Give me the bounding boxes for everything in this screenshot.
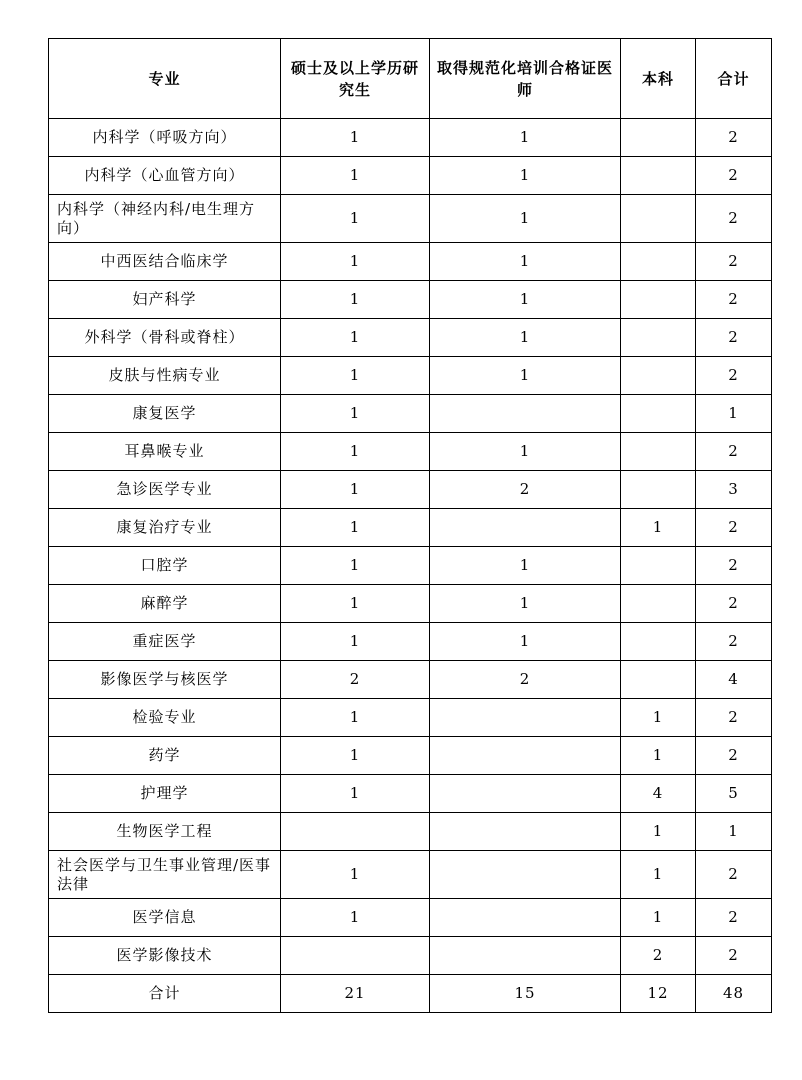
cell-total: 2 — [696, 319, 772, 357]
cell-cert — [430, 813, 621, 851]
cell-master: 1 — [281, 851, 430, 899]
cell-major: 重症医学 — [49, 623, 281, 661]
cell-total: 2 — [696, 433, 772, 471]
table-row — [49, 157, 772, 195]
cell-total: 4 — [696, 661, 772, 699]
cell-total: 2 — [696, 737, 772, 775]
cell-master — [281, 813, 430, 851]
cell-major: 康复医学 — [49, 395, 281, 433]
cell-cert: 1 — [430, 357, 621, 395]
table-row — [49, 433, 772, 471]
cell-master: 1 — [281, 119, 430, 157]
cell-cert — [430, 775, 621, 813]
cell-master: 1 — [281, 547, 430, 585]
cell-bachelor — [621, 585, 696, 623]
table-row — [49, 471, 772, 509]
cell-total: 5 — [696, 775, 772, 813]
total-row — [49, 975, 772, 1013]
cell-cert: 1 — [430, 433, 621, 471]
cell-bachelor: 1 — [621, 737, 696, 775]
cell-total: 2 — [696, 195, 772, 243]
cell-bachelor — [621, 547, 696, 585]
cell-major: 生物医学工程 — [49, 813, 281, 851]
cell-bachelor — [621, 433, 696, 471]
cell-bachelor — [621, 319, 696, 357]
table-row — [49, 195, 772, 243]
table-row — [49, 509, 772, 547]
header-major: 专业 — [49, 39, 281, 119]
cell-bachelor — [621, 357, 696, 395]
table-row — [49, 661, 772, 699]
total-cert: 15 — [430, 975, 621, 1013]
cell-cert: 1 — [430, 623, 621, 661]
cell-master: 1 — [281, 243, 430, 281]
cell-cert: 1 — [430, 243, 621, 281]
cell-total: 2 — [696, 585, 772, 623]
table-row — [49, 319, 772, 357]
cell-total: 1 — [696, 395, 772, 433]
cell-bachelor — [621, 395, 696, 433]
cell-bachelor — [621, 661, 696, 699]
cell-master: 1 — [281, 585, 430, 623]
cell-cert — [430, 395, 621, 433]
total-master: 21 — [281, 975, 430, 1013]
cell-bachelor: 4 — [621, 775, 696, 813]
cell-major: 内科学（呼吸方向） — [49, 119, 281, 157]
recruitment-table — [48, 38, 772, 1013]
cell-cert: 1 — [430, 157, 621, 195]
cell-bachelor: 2 — [621, 937, 696, 975]
cell-total: 2 — [696, 509, 772, 547]
cell-major: 康复治疗专业 — [49, 509, 281, 547]
cell-master — [281, 937, 430, 975]
table-row — [49, 585, 772, 623]
cell-bachelor — [621, 281, 696, 319]
cell-master: 1 — [281, 623, 430, 661]
table-row — [49, 851, 772, 899]
cell-total: 3 — [696, 471, 772, 509]
cell-total: 2 — [696, 937, 772, 975]
cell-master: 1 — [281, 157, 430, 195]
header-cert: 取得规范化培训合格证医师 — [430, 39, 621, 119]
cell-total: 2 — [696, 699, 772, 737]
cell-major: 医学影像技术 — [49, 937, 281, 975]
cell-cert — [430, 737, 621, 775]
header-master: 硕士及以上学历研究生 — [281, 39, 430, 119]
cell-master: 1 — [281, 737, 430, 775]
cell-major: 皮肤与性病专业 — [49, 357, 281, 395]
cell-bachelor — [621, 195, 696, 243]
cell-major: 检验专业 — [49, 699, 281, 737]
total-bachelor: 12 — [621, 975, 696, 1013]
cell-major: 外科学（骨科或脊柱） — [49, 319, 281, 357]
cell-total: 2 — [696, 243, 772, 281]
cell-cert: 1 — [430, 319, 621, 357]
header-total: 合计 — [696, 39, 772, 119]
cell-major: 内科学（心血管方向） — [49, 157, 281, 195]
table-row — [49, 395, 772, 433]
cell-master: 1 — [281, 899, 430, 937]
cell-major: 口腔学 — [49, 547, 281, 585]
cell-major: 内科学（神经内科/电生理方向） — [49, 195, 281, 243]
cell-bachelor: 1 — [621, 699, 696, 737]
cell-master: 1 — [281, 699, 430, 737]
cell-bachelor — [621, 119, 696, 157]
cell-major: 妇产科学 — [49, 281, 281, 319]
table-row — [49, 775, 772, 813]
cell-master: 1 — [281, 433, 430, 471]
cell-major: 影像医学与核医学 — [49, 661, 281, 699]
cell-master: 1 — [281, 471, 430, 509]
cell-bachelor: 1 — [621, 851, 696, 899]
cell-cert: 1 — [430, 585, 621, 623]
cell-bachelor — [621, 623, 696, 661]
cell-total: 2 — [696, 623, 772, 661]
table-row — [49, 357, 772, 395]
table-row — [49, 699, 772, 737]
cell-master: 1 — [281, 775, 430, 813]
cell-major: 医学信息 — [49, 899, 281, 937]
cell-master: 1 — [281, 357, 430, 395]
cell-master: 1 — [281, 319, 430, 357]
cell-cert: 1 — [430, 281, 621, 319]
cell-major: 社会医学与卫生事业管理/医事法律 — [49, 851, 281, 899]
cell-bachelor — [621, 157, 696, 195]
table-row — [49, 737, 772, 775]
cell-cert: 1 — [430, 547, 621, 585]
cell-total: 2 — [696, 357, 772, 395]
cell-bachelor: 1 — [621, 813, 696, 851]
table-row — [49, 281, 772, 319]
cell-cert — [430, 937, 621, 975]
cell-major: 药学 — [49, 737, 281, 775]
cell-total: 2 — [696, 547, 772, 585]
cell-major: 麻醉学 — [49, 585, 281, 623]
cell-cert: 2 — [430, 471, 621, 509]
cell-master: 1 — [281, 195, 430, 243]
cell-total: 2 — [696, 119, 772, 157]
table-row — [49, 813, 772, 851]
cell-bachelor: 1 — [621, 899, 696, 937]
cell-cert — [430, 851, 621, 899]
cell-master: 1 — [281, 395, 430, 433]
cell-cert: 2 — [430, 661, 621, 699]
cell-cert: 1 — [430, 119, 621, 157]
cell-cert: 1 — [430, 195, 621, 243]
cell-total: 2 — [696, 281, 772, 319]
cell-total: 2 — [696, 899, 772, 937]
cell-total: 2 — [696, 157, 772, 195]
cell-total: 2 — [696, 851, 772, 899]
table-row — [49, 119, 772, 157]
table-row — [49, 623, 772, 661]
cell-major: 中西医结合临床学 — [49, 243, 281, 281]
cell-cert — [430, 509, 621, 547]
cell-cert — [430, 899, 621, 937]
cell-major: 护理学 — [49, 775, 281, 813]
cell-master: 2 — [281, 661, 430, 699]
header-row — [49, 39, 772, 119]
table-row — [49, 243, 772, 281]
cell-major: 急诊医学专业 — [49, 471, 281, 509]
total-label: 合计 — [49, 975, 281, 1013]
cell-bachelor: 1 — [621, 509, 696, 547]
table-row — [49, 899, 772, 937]
cell-cert — [430, 699, 621, 737]
header-bachelor: 本科 — [621, 39, 696, 119]
cell-major: 耳鼻喉专业 — [49, 433, 281, 471]
cell-bachelor — [621, 471, 696, 509]
cell-master: 1 — [281, 281, 430, 319]
total-total: 48 — [696, 975, 772, 1013]
table-row — [49, 547, 772, 585]
cell-bachelor — [621, 243, 696, 281]
cell-total: 1 — [696, 813, 772, 851]
table-row — [49, 937, 772, 975]
cell-master: 1 — [281, 509, 430, 547]
